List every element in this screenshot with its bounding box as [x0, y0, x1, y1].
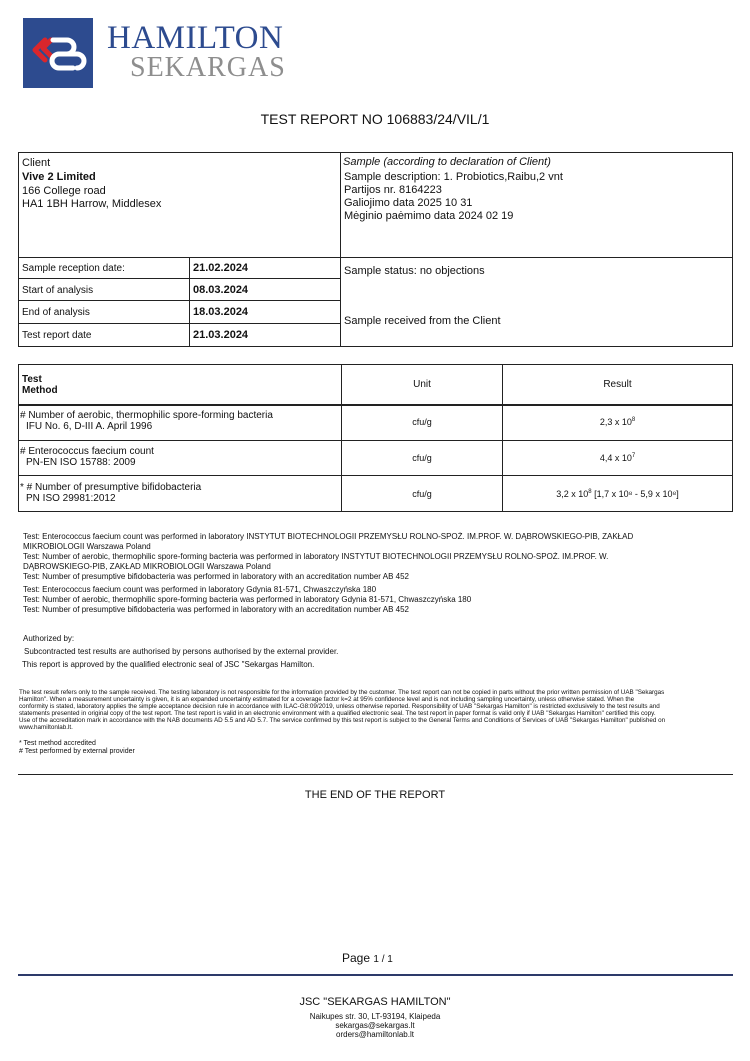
client-sample-table [18, 152, 733, 347]
note-line: Test: Number of presumptive bifidobacteria was performed in laboratory with an accreditation number AB 452 [23, 572, 409, 581]
footer-company: JSC "SEKARGAS HAMILTON" [299, 996, 451, 1008]
note-line: Test: Enterococcus faecium count was performed in laboratory INSTYTUT BIOTECHNOLOGII PRZEMYSŁU ROLNO-SPOŻ. IM.PROF. W. DĄBROWSKIEGO-PIB, ZAKŁAD [23, 532, 634, 541]
date-label: End of analysis [22, 307, 90, 318]
authorized-label: Authorized by: [23, 634, 75, 643]
sample-heading: Sample (according to declaration of Client) [343, 156, 551, 168]
page-indicator: Page 1 / 1 [342, 951, 393, 965]
disclaimer-line: conformity is stated, laboratory applies the simple acceptance decision rule in accordance with ILAC-G8:09/2019, unless otherwise reported. Responsibility of UAB "Sekargas Hamilton" is restricted exclusively to the test results and [19, 703, 660, 710]
sample-sampling-date: Mėginio paėmimo data 2024 02 19 [344, 210, 514, 222]
report-title: TEST REPORT NO 106883/24/VIL/1 [260, 111, 490, 127]
test-name: # Enterococcus faecium count [20, 446, 154, 457]
disclaimer-line: www.hamiltonlab.lt. [19, 724, 73, 731]
client-name: Vive 2 Limited [22, 171, 96, 183]
results-table [18, 364, 733, 512]
test-result: 3,2 x $10^8$ [1,7 x 10⁸ - 5,9 x 10⁸] [556, 489, 679, 499]
date-value: 18.03.2024 [193, 306, 249, 318]
test-result: 4,4 x $10^7$ [599, 453, 636, 463]
header-unit: Unit [413, 379, 431, 390]
date-value: 21.02.2024 [193, 262, 249, 274]
test-method: PN-EN ISO 15788: 2009 [26, 457, 136, 468]
test-name: * # Number of presumptive bifidobacteria [20, 482, 202, 493]
sample-received: Sample received from the Client [344, 315, 501, 327]
footer-email: sekargas@sekargas.lt [335, 1021, 415, 1030]
brand-name: HAMILTON [107, 20, 284, 56]
footer-email: orders@hamiltonlab.lt [336, 1030, 414, 1039]
test-unit: cfu/g [412, 417, 432, 427]
sample-expiry: Galiojimo data 2025 10 31 [344, 197, 473, 209]
header-result: Result [603, 379, 632, 390]
test-name: # Number of aerobic, thermophilic spore-forming bacteria [20, 410, 273, 421]
disclaimer-line: Hamilton". When a measurement uncertainty is given, it is an expanded uncertainty estimated for a coverage factor k=2 at 95% confidence level and is not including sampling uncertainty, unless otherwise stated. When the [19, 696, 635, 703]
company-logo-icon [23, 18, 93, 88]
disclaimer-line: statements presented in original copy of the test report. The test report is valid in an electronic environment with a qualified electronic seal. The test report in paper format is valid only if UAB "Sekargas Hamilton" certified this copy. [19, 710, 656, 717]
test-unit: cfu/g [412, 489, 432, 499]
note-line: Test: Number of presumptive bifidobacteria was performed in laboratory with an accreditation number AB 452 [23, 605, 409, 614]
note-line: MIKROBIOLOGII Warszawa Poland [23, 542, 151, 551]
test-method: PN ISO 29981:2012 [26, 493, 116, 504]
date-label: Sample reception date: [22, 263, 125, 274]
note-line: DĄBROWSKIEGO-PIB, ZAKŁAD MIKROBIOLOGII Warszawa Poland [23, 562, 271, 571]
authorization-line: Subcontracted test results are authorised by persons authorised by the external provider. [24, 647, 339, 656]
brand-subname: SEKARGAS [130, 52, 286, 83]
disclaimer-line: Use of the accreditation mark in accordance with the NAB documents AD 5.5 and AD 5.7. The service confirmed by this test report is subject to the General Terms and Conditions of Services of UAB "Sekargas Hamilton" published on [19, 717, 666, 724]
test-result: 2,3 x $10^8$ [599, 417, 636, 427]
test-unit: cfu/g [412, 453, 432, 463]
test-method: IFU No. 6, D-III A. April 1996 [26, 421, 153, 432]
header-method: Method [22, 385, 58, 396]
legend-external: # Test performed by external provider [19, 748, 135, 755]
footer-address: Naikupes str. 30, LT-93194, Klaipeda [309, 1012, 441, 1021]
date-label: Test report date [22, 330, 92, 341]
header-test: Test [22, 374, 42, 385]
sample-description: Sample description: 1. Probiotics,Raibu,2 vnt [344, 171, 563, 183]
sample-batch: Partijos nr. 8164223 [344, 184, 442, 196]
date-label: Start of analysis [22, 285, 94, 296]
client-address-line1: 166 College road [22, 185, 106, 197]
end-of-report: THE END OF THE REPORT [304, 789, 446, 801]
authorization-line: This report is approved by the qualified electronic seal of JSC "Sekargas Hamilton. [22, 660, 315, 669]
note-line: Test: Enterococcus faecium count was performed in laboratory Gdynia 81-571, Chwaszczyńska 180 [23, 585, 377, 594]
note-line: Test: Number of aerobic, thermophilic spore-forming bacteria was performed in laboratory INSTYTUT BIOTECHNOLOGII PRZEMYSŁU ROLNO-SPOŻ. IM.PROF. W. [23, 552, 609, 561]
disclaimer-line: The test result refers only to the sample received. The testing laboratory is not responsible for the information provided by the customer. The test report can not be copied in parts without the prior written permission of UAB "Sekargas [19, 689, 665, 696]
footer-divider [18, 974, 733, 976]
note-line: Test: Number of aerobic, thermophilic spore-forming bacteria was performed in laboratory Gdynia 81-571, Chwaszczyńska 180 [23, 595, 472, 604]
date-value: 08.03.2024 [193, 284, 249, 296]
sample-status: Sample status: no objections [344, 265, 485, 277]
client-address-line2: HA1 1BH Harrow, Middlesex [22, 198, 162, 210]
legend-accredited: * Test method accredited [19, 740, 96, 747]
date-value: 21.03.2024 [193, 329, 249, 341]
divider [18, 774, 733, 775]
client-label: Client [22, 157, 51, 169]
